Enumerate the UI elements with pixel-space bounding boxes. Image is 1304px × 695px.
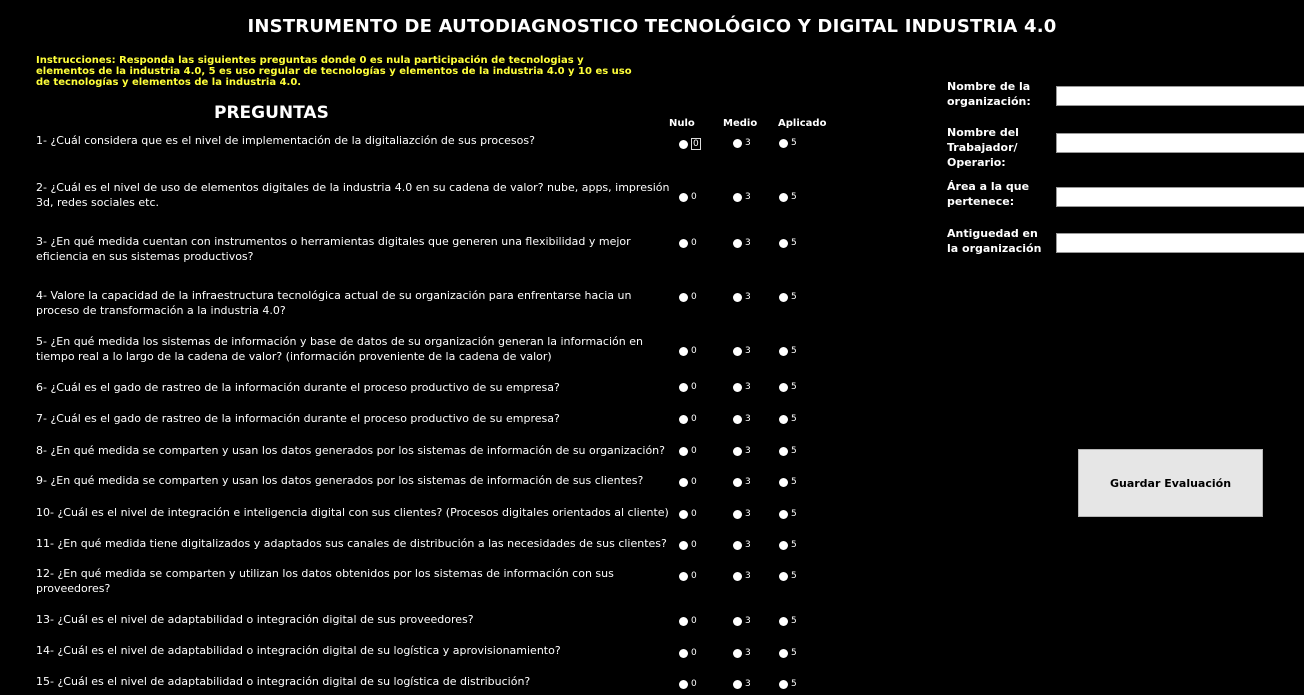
radio-aplicado[interactable] [779, 509, 797, 519]
radio-medio[interactable] [733, 509, 751, 519]
radio-medio[interactable] [733, 679, 751, 689]
radio-nulo[interactable] [679, 540, 697, 550]
column-header-aplicado: Aplicado [778, 118, 827, 129]
radio-circle-icon [679, 617, 688, 626]
worker-name-input[interactable] [1056, 133, 1304, 153]
radio-medio[interactable] [733, 138, 751, 148]
radio-value-label: 0 [691, 446, 697, 456]
question-text: 6- ¿Cuál es el gado de rastreo de la información durante el proceso productivo de su empresa? [36, 381, 560, 394]
radio-medio[interactable] [733, 414, 751, 424]
radio-circle-icon [779, 139, 788, 148]
radio-aplicado[interactable] [779, 679, 797, 689]
radio-circle-icon [733, 139, 742, 148]
question-text: 12- ¿En qué medida se comparten y utilizan los datos obtenidos por los sistemas de información con sus proveedores? [36, 567, 614, 595]
radio-value-label: 3 [745, 616, 751, 626]
radio-value-label: 0 [691, 346, 697, 356]
question-text: 9- ¿En qué medida se comparten y usan los datos generados por los sistemas de información de sus clientes? [36, 474, 644, 487]
question-text: 13- ¿Cuál es el nivel de adaptabilidad o integración digital de sus proveedores? [36, 613, 474, 626]
question-text: 14- ¿Cuál es el nivel de adaptabilidad o integración digital de su logística y aprovisionamiento? [36, 644, 561, 657]
radio-circle-icon [679, 649, 688, 658]
question-text: 1- ¿Cuál considera que es el nivel de implementación de la digitaliazción de sus procesos? [36, 134, 535, 147]
radio-circle-icon [779, 617, 788, 626]
radio-circle-icon [679, 383, 688, 392]
radio-circle-icon [779, 293, 788, 302]
radio-value-label: 5 [791, 138, 797, 148]
radio-nulo[interactable] [679, 477, 697, 487]
radio-circle-icon [679, 680, 688, 689]
area-input[interactable] [1056, 187, 1304, 207]
radio-circle-icon [779, 680, 788, 689]
radio-aplicado[interactable] [779, 477, 797, 487]
radio-circle-icon [679, 293, 688, 302]
question-text: 10- ¿Cuál es el nivel de integración e inteligencia digital con sus clientes? (Procesos digitales orientados al cliente) [36, 506, 669, 519]
radio-medio[interactable] [733, 382, 751, 392]
radio-nulo[interactable] [679, 679, 697, 689]
question-text: 15- ¿Cuál es el nivel de adaptabilidad o integración digital de su logística de distribución? [36, 675, 531, 688]
radio-nulo[interactable] [679, 509, 697, 519]
radio-circle-icon [779, 347, 788, 356]
radio-circle-icon [733, 617, 742, 626]
question-text: 7- ¿Cuál es el gado de rastreo de la información durante el proceso productivo de su empresa? [36, 412, 560, 425]
antiguedad-label: Antiguedad en la organización [947, 227, 1042, 255]
radio-aplicado[interactable] [779, 138, 797, 148]
radio-nulo[interactable] [679, 571, 697, 581]
radio-aplicado[interactable] [779, 540, 797, 550]
radio-circle-icon [679, 347, 688, 356]
radio-nulo[interactable] [679, 138, 701, 150]
radio-value-label: 5 [791, 382, 797, 392]
radio-circle-icon [679, 193, 688, 202]
radio-value-label: 0 [691, 238, 697, 248]
radio-value-label: 3 [745, 414, 751, 424]
radio-nulo[interactable] [679, 192, 697, 202]
radio-value-label: 0 [691, 571, 697, 581]
radio-value-label: 3 [745, 292, 751, 302]
radio-value-label: 5 [791, 238, 797, 248]
radio-nulo[interactable] [679, 648, 697, 658]
radio-value-label: 3 [745, 346, 751, 356]
radio-circle-icon [733, 572, 742, 581]
radio-circle-icon [779, 649, 788, 658]
radio-medio[interactable] [733, 346, 751, 356]
radio-value-label: 0 [691, 414, 697, 424]
radio-value-label: 5 [791, 192, 797, 202]
radio-value-label: 3 [745, 509, 751, 519]
radio-value-label: 5 [791, 616, 797, 626]
radio-circle-icon [733, 478, 742, 487]
radio-aplicado[interactable] [779, 414, 797, 424]
radio-value-label: 0 [691, 292, 697, 302]
radio-circle-icon [779, 415, 788, 424]
area-label: Área a la que pertenece: [947, 180, 1030, 208]
radio-value-label: 5 [791, 477, 797, 487]
question-text: 3- ¿En qué medida cuentan con instrumentos o herramientas digitales que generen una flexibilidad y mejor eficiencia en sus sistemas productivos? [36, 235, 631, 263]
radio-circle-icon [779, 193, 788, 202]
radio-value-label: 5 [791, 571, 797, 581]
preguntas-heading: PREGUNTAS [214, 103, 329, 123]
radio-aplicado[interactable] [779, 382, 797, 392]
radio-value-label: 3 [745, 192, 751, 202]
radio-medio[interactable] [733, 192, 751, 202]
radio-value-label: 0 [691, 540, 697, 550]
radio-circle-icon [779, 510, 788, 519]
question-text: 8- ¿En qué medida se comparten y usan los datos generados por los sistemas de información de su organización? [36, 444, 665, 457]
radio-value-label: 3 [745, 138, 751, 148]
antiguedad-input[interactable] [1056, 233, 1304, 253]
radio-circle-icon [779, 239, 788, 248]
radio-circle-icon [733, 347, 742, 356]
radio-circle-icon [733, 383, 742, 392]
radio-medio[interactable] [733, 238, 751, 248]
radio-medio[interactable] [733, 446, 751, 456]
radio-value-label: 5 [791, 414, 797, 424]
radio-medio[interactable] [733, 292, 751, 302]
radio-aplicado[interactable] [779, 346, 797, 356]
radio-circle-icon [679, 510, 688, 519]
radio-circle-icon [733, 541, 742, 550]
radio-value-label: 5 [791, 509, 797, 519]
org-name-input[interactable] [1056, 86, 1304, 106]
radio-circle-icon [733, 193, 742, 202]
radio-circle-icon [679, 572, 688, 581]
radio-value-label: 3 [745, 571, 751, 581]
radio-circle-icon [679, 140, 688, 149]
question-text: 5- ¿En qué medida los sistemas de información y base de datos de su organización generan la información en tiempo real a lo largo de la cadena de valor? (información proveniente de la cadena de valor) [36, 335, 643, 363]
radio-value-label: 5 [791, 648, 797, 658]
worker-name-label: Nombre del Trabajador/ Operario: [947, 126, 1019, 169]
radio-value-label: 3 [745, 477, 751, 487]
radio-nulo[interactable] [679, 346, 697, 356]
radio-value-label: 3 [745, 382, 751, 392]
radio-medio[interactable] [733, 540, 751, 550]
radio-value-label: 0 [691, 616, 697, 626]
radio-value-label: 3 [745, 648, 751, 658]
radio-medio[interactable] [733, 571, 751, 581]
question-text: 2- ¿Cuál es el nivel de uso de elementos digitales de la industria 4.0 en su cadena de valor? nube, apps, impresión 3d, redes sociales etc. [36, 181, 670, 209]
radio-value-label: 0 [691, 192, 697, 202]
radio-circle-icon [679, 239, 688, 248]
radio-circle-icon [733, 415, 742, 424]
radio-circle-icon [679, 541, 688, 550]
radio-value-label: 3 [745, 679, 751, 689]
save-evaluation-button[interactable]: Guardar Evaluación [1078, 449, 1263, 517]
radio-circle-icon [679, 478, 688, 487]
radio-aplicado[interactable] [779, 616, 797, 626]
column-header-nulo: Nulo [669, 118, 695, 129]
radio-circle-icon [733, 649, 742, 658]
radio-aplicado[interactable] [779, 571, 797, 581]
radio-value-label: 0 [691, 648, 697, 658]
radio-aplicado[interactable] [779, 292, 797, 302]
radio-value-label: 0 [691, 509, 697, 519]
radio-circle-icon [679, 447, 688, 456]
radio-aplicado[interactable] [779, 446, 797, 456]
radio-value-label: 5 [791, 346, 797, 356]
radio-nulo[interactable] [679, 414, 697, 424]
radio-value-label: 3 [745, 446, 751, 456]
radio-circle-icon [779, 478, 788, 487]
column-header-medio: Medio [723, 118, 758, 129]
radio-nulo[interactable] [679, 616, 697, 626]
radio-circle-icon [733, 510, 742, 519]
radio-circle-icon [779, 383, 788, 392]
radio-value-label: 3 [745, 238, 751, 248]
radio-circle-icon [779, 572, 788, 581]
question-text: 11- ¿En qué medida tiene digitalizados y adaptados sus canales de distribución a las necesidades de sus clientes? [36, 537, 667, 550]
radio-circle-icon [733, 239, 742, 248]
radio-medio[interactable] [733, 616, 751, 626]
radio-medio[interactable] [733, 477, 751, 487]
radio-value-label: 0 [691, 679, 697, 689]
radio-aplicado[interactable] [779, 192, 797, 202]
radio-circle-icon [733, 293, 742, 302]
radio-aplicado[interactable] [779, 238, 797, 248]
radio-circle-icon [779, 447, 788, 456]
radio-value-label: 5 [791, 292, 797, 302]
radio-value-label: 0 [691, 477, 697, 487]
org-name-label: Nombre de la organización: [947, 80, 1031, 108]
radio-nulo[interactable] [679, 446, 697, 456]
radio-value-label: 0 [691, 382, 697, 392]
radio-value-label: 3 [745, 540, 751, 550]
radio-circle-icon [733, 447, 742, 456]
radio-nulo[interactable] [679, 382, 697, 392]
radio-aplicado[interactable] [779, 648, 797, 658]
radio-nulo[interactable] [679, 292, 697, 302]
page-title: INSTRUMENTO DE AUTODIAGNOSTICO TECNOLÓGICO Y DIGITAL INDUSTRIA 4.0 [247, 16, 1057, 37]
radio-value-label: 0 [693, 139, 699, 149]
radio-circle-icon [779, 541, 788, 550]
instructions-text: Instrucciones: Responda las siguientes preguntas donde 0 es nula participación de tecnologias y elementos de la industria 4.0, 5 es uso regular de tecnologías y elementos de la industria 4.0 y 10 es uso de tecnologías y elementos de la industria 4.0. [36, 55, 632, 88]
radio-value-label: 5 [791, 446, 797, 456]
radio-nulo[interactable] [679, 238, 697, 248]
radio-circle-icon [733, 680, 742, 689]
radio-value-label: 5 [791, 679, 797, 689]
radio-value-label: 5 [791, 540, 797, 550]
question-text: 4- Valore la capacidad de la infraestructura tecnológica actual de su organización para enfrentarse hacia un proceso de transformación a la industria 4.0? [36, 289, 632, 317]
radio-medio[interactable] [733, 648, 751, 658]
radio-circle-icon [679, 415, 688, 424]
